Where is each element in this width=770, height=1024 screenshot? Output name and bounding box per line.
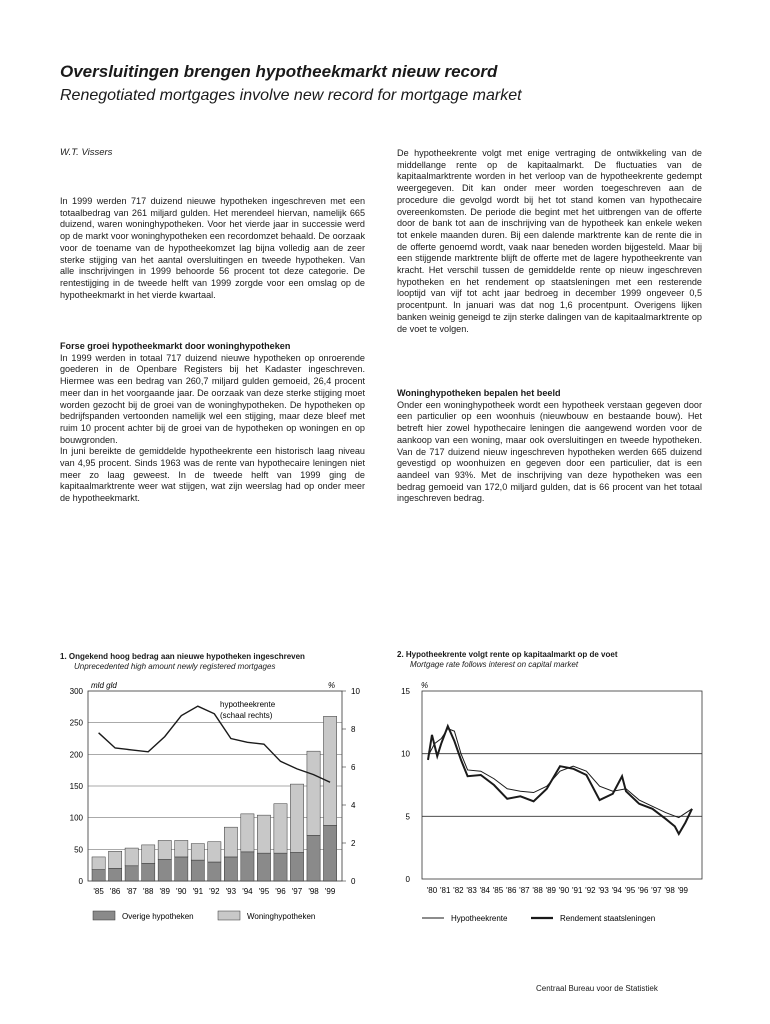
figure2-xtick: '91 bbox=[571, 886, 583, 895]
figure1-xtick: '89 bbox=[159, 887, 170, 896]
figure1-bar-other bbox=[208, 862, 221, 881]
figure1-bar-other bbox=[92, 870, 105, 881]
figure1-ytick-right: 4 bbox=[351, 801, 356, 810]
figure1-bar-other bbox=[191, 860, 204, 881]
figure1-ytick-right: 10 bbox=[351, 687, 360, 696]
figure1-xtick: '92 bbox=[209, 887, 220, 896]
figure1-chart bbox=[55, 676, 365, 936]
figure1-bar-other bbox=[125, 866, 138, 881]
figure1-bar-other bbox=[290, 853, 303, 882]
figure1-bar-home bbox=[109, 851, 122, 868]
figure1-ytick-right: 0 bbox=[351, 877, 356, 886]
figure2-xtick: '97 bbox=[651, 886, 662, 895]
figure2-ytick: 5 bbox=[405, 812, 410, 822]
figure2-xtick: '90 bbox=[558, 886, 570, 895]
figure1-bar-other bbox=[241, 852, 254, 881]
figure2-xtick: '85 bbox=[492, 886, 504, 895]
figure1-bar-home bbox=[142, 845, 155, 863]
figure1-legend-home: Woninghypotheken bbox=[247, 912, 316, 921]
figure1-bar-home bbox=[208, 842, 221, 862]
figure1-bar-home bbox=[290, 784, 303, 852]
figure1-bar-home bbox=[224, 827, 237, 857]
figure1-bar-other bbox=[175, 857, 188, 881]
figure1-legend-other-swatch bbox=[93, 911, 115, 920]
figure2-xtick: '88 bbox=[532, 886, 543, 895]
figure1-bar-home bbox=[241, 814, 254, 852]
figure2-xtick: '84 bbox=[479, 886, 491, 895]
figure1-line-label-1: hypotheekrente bbox=[220, 700, 276, 709]
figure1-bar-home bbox=[323, 716, 336, 825]
figure2-xtick: '87 bbox=[519, 886, 530, 895]
figure1-bar-home bbox=[125, 848, 138, 866]
figure1-bar-home bbox=[257, 815, 270, 853]
figure1-line-label-2: (schaal rechts) bbox=[220, 711, 273, 720]
figure1-ytick-left: 200 bbox=[69, 750, 83, 760]
section-growth-p1: In 1999 werden in totaal 717 duizend nieuwe hypotheken op onroerende goederen in de Openbare Registers bij het Kadaster ingeschreven. Hiermee was een bedrag van 260,7 miljard gulden gemoeid, 26,4 procent meer dan in het voorgaande jaar. De oorzaak van deze sterke stijging moet worden gezocht bij de groei van de woninghypotheken. De hypotheken op bedrijfspanden vertoonden namelijk wel een stijging, maar deze bleef met ruim 10 procent achter bij de groei van de hypotheken op woningen en op bouwgronden. bbox=[60, 352, 365, 445]
figure1-xtick: '86 bbox=[109, 887, 121, 896]
figure2-xtick: '81 bbox=[439, 886, 451, 895]
figure2-unit: % bbox=[421, 681, 429, 690]
figure1-title: 1. Ongekend hoog bedrag aan nieuwe hypotheken ingeschreven bbox=[60, 652, 305, 661]
figure1-xtick: '97 bbox=[291, 887, 303, 896]
figure1-legend-other: Overige hypotheken bbox=[122, 912, 194, 921]
figure1-xtick: '88 bbox=[142, 887, 154, 896]
figure1-left-unit: mld gld bbox=[91, 681, 117, 690]
figure2-chart bbox=[395, 676, 715, 936]
figure1-bar-home bbox=[274, 804, 287, 853]
figure2-xtick: '99 bbox=[677, 886, 689, 895]
author: W.T. Vissers bbox=[60, 147, 113, 158]
footer-publisher: Centraal Bureau voor de Statistiek bbox=[536, 984, 658, 993]
section-growth-p2: In juni bereikte de gemiddelde hypotheekrente een historisch laag niveau van 4,95 procent. Sinds 1963 was de rente van hypothecaire leningen niet meer zo laag geweest. In de tweede helft van 1999 ging de kapitaalmarktrente weer wat stijgen, wat zijn weerslag had op onder meer de hypotheekmarkt. bbox=[60, 446, 365, 504]
figure2-xtick: '83 bbox=[466, 886, 477, 895]
figure1-ytick-left: 150 bbox=[69, 782, 83, 791]
figure1-mortgage-rate-line bbox=[99, 706, 330, 782]
figure2-ytick: 10 bbox=[401, 749, 410, 759]
figure1-xtick: '93 bbox=[225, 887, 237, 896]
figure1-ytick-left: 250 bbox=[69, 718, 83, 728]
figure2-xtick: '92 bbox=[585, 886, 596, 895]
figure1-bar-other bbox=[158, 859, 171, 881]
figure2-ytick: 0 bbox=[405, 875, 410, 884]
figure1-xtick: '96 bbox=[275, 887, 286, 896]
figure2-xtick: '93 bbox=[598, 886, 609, 895]
figure1-ytick-left: 300 bbox=[69, 687, 83, 696]
figure1-y-right-axis bbox=[342, 687, 360, 886]
section-home bbox=[397, 388, 702, 505]
figure1-bar-other bbox=[109, 868, 122, 881]
figure1-bar-other bbox=[307, 835, 320, 881]
figure2-xtick: '96 bbox=[637, 886, 649, 895]
intro-paragraph bbox=[60, 196, 365, 301]
figure1-bar-home bbox=[175, 840, 188, 856]
figure2-title: 2. Hypotheekrente volgt rente op kapitaalmarkt op de voet bbox=[397, 650, 618, 659]
figure1-bar-other bbox=[274, 853, 287, 881]
figure1-ytick-left: 100 bbox=[69, 813, 83, 823]
figure1-bars bbox=[92, 716, 337, 881]
figure1-xtick: '85 bbox=[93, 887, 104, 896]
figure1-subtitle: Unprecedented high amount newly registered mortgages bbox=[74, 662, 276, 671]
figure1-bar-other bbox=[224, 857, 237, 881]
figure1-ytick-right: 2 bbox=[351, 839, 356, 848]
figure2-xtick: '94 bbox=[611, 886, 623, 895]
figure2-xtick: '89 bbox=[545, 886, 557, 895]
figure1-xtick: '95 bbox=[258, 887, 270, 896]
figure2-mortgage-rate-line bbox=[428, 729, 692, 818]
figure1-x-axis bbox=[93, 887, 335, 896]
figure1-legend-home-swatch bbox=[218, 911, 240, 920]
figure2-xtick: '86 bbox=[505, 886, 517, 895]
figure1-xtick: '91 bbox=[192, 887, 204, 896]
figure2-x-axis bbox=[427, 886, 689, 895]
figure1-xtick: '98 bbox=[308, 887, 319, 896]
figure1-right-unit: % bbox=[328, 681, 336, 690]
figure1-xtick: '94 bbox=[242, 887, 253, 896]
figure2-subtitle: Mortgage rate follows interest on capital market bbox=[410, 660, 579, 669]
section-growth-heading: Forse groei hypotheekmarkt door woninghypotheken bbox=[60, 341, 291, 351]
figure2-ytick: 15 bbox=[401, 687, 410, 696]
figure1-bar-home bbox=[158, 840, 171, 859]
col2-text: De hypotheekrente volgt met enige vertraging de ontwikkeling van de middellange rente op de kapitaalmarkt. De fluctuaties van de kapitaalmarktrente worden in het verloop van de hypotheekrente gedempt weergegeven. Dit kan onder meer worden toegeschreven aan de procedure die gevolgd wordt bij het tot stand komen van hypothecaire overeenkomsten. De periode die begint met het uitbrengen van de offerte door de bank tot aan de inschrijving van de hypotheek kan enkele weken tot enkele maanden duren. Bij een dalende marktrente kan de rente die in de offerte genoemd wordt, vaak naar beneden worden bijgesteld. Maar bij een stijgende marktrente blijft de offerte met de lagere hypotheekrente van kracht. Het verschil tussen de gemiddelde rente op nieuw ingeschreven hypotheken en het rendement op staatsleningen met een resterende looptijd van vijf tot acht jaar bedroeg in december 1999 ongeveer 0,5 procentpunt. In januari was dat nog 1,6 procentpunt. Overigens lijken banken weinig geneigd te zijn sterke dalingen van de kapitaalmarktrente op de voet te volgen. bbox=[397, 148, 702, 334]
figure1-ytick-right: 6 bbox=[351, 763, 356, 772]
figure1-ytick-left: 0 bbox=[78, 877, 83, 886]
figure2-y-axis bbox=[401, 687, 702, 884]
figure2-xtick: '98 bbox=[664, 886, 675, 895]
figure2-bond-yield-line bbox=[428, 726, 692, 834]
figure1-bar-other bbox=[257, 853, 270, 881]
figure1-xtick: '90 bbox=[176, 887, 187, 896]
figure1-ytick-right: 8 bbox=[351, 725, 356, 734]
figure1-xtick: '87 bbox=[126, 887, 137, 896]
figure2-plot-frame bbox=[422, 691, 702, 879]
figure2-legend-b: Rendement staatsleningen bbox=[560, 914, 656, 923]
figure1-bar-home bbox=[92, 857, 105, 870]
figure1-bar-other bbox=[142, 863, 155, 881]
figure2-xtick: '95 bbox=[624, 886, 636, 895]
figure1-xtick: '99 bbox=[324, 887, 336, 896]
figure2-xtick: '80 bbox=[426, 886, 438, 895]
section-home-p1: Onder een woninghypotheek wordt een hypotheek verstaan gegeven door een particulier op een woonhuis (nieuwbouw en bestaande bouw). Het betreft hier zowel hypothecaire leningen die aangewend worden voor de aankoop van een woning, maar ook oversluitingen en tweede hypotheken. Van de 717 duizend nieuw ingeschreven hypotheken werden 665 duizend gevestigd op woonhuizen en gegeven door een particulier, dat is een aandeel van 93%. Met de inschrijving van deze hypotheken was een bedrag gemoeid van 172,0 miljard gulden, dat is 66 procent van het totaal ingeschreven bedrag. bbox=[397, 399, 702, 504]
section-growth bbox=[60, 341, 365, 505]
section-home-heading: Woninghypotheken bepalen het beeld bbox=[397, 388, 561, 398]
figure1-bar-home bbox=[307, 751, 320, 835]
intro-text: In 1999 werden 717 duizend nieuwe hypotheken ingeschreven met een totaalbedrag van 261 miljard gulden. Het merendeel hiervan, namelijk 665 duizend, waren woninghypotheken. Voor het vierde jaar in successie werd op de markt voor woninghypotheken een recordomzet behaald. De oorzaak voor de toename van de hypotheekomzet lag bijna volledig aan de zeer sterke stijging van het aantal oversluitingen en tweede hypotheken. Van alle inschrijvingen in 1999 behoorde 56 procent tot deze categorie. De rentestijging in de tweede helft van 1999 zorgde voor een omslag op de hypotheekmarkt in het vierde kwartaal. bbox=[60, 196, 365, 300]
figure1-ytick-left: 50 bbox=[74, 845, 83, 855]
figure1-bar-home bbox=[191, 844, 204, 860]
col2-paragraph bbox=[397, 148, 702, 335]
figure2-legend-a: Hypotheekrente bbox=[451, 914, 508, 923]
page-title: Oversluitingen brengen hypotheekmarkt nieuw record bbox=[60, 62, 498, 81]
figure2-xtick: '82 bbox=[453, 886, 464, 895]
page-subtitle: Renegotiated mortgages involve new record for mortgage market bbox=[60, 87, 522, 104]
figure1-bar-other bbox=[323, 825, 336, 881]
